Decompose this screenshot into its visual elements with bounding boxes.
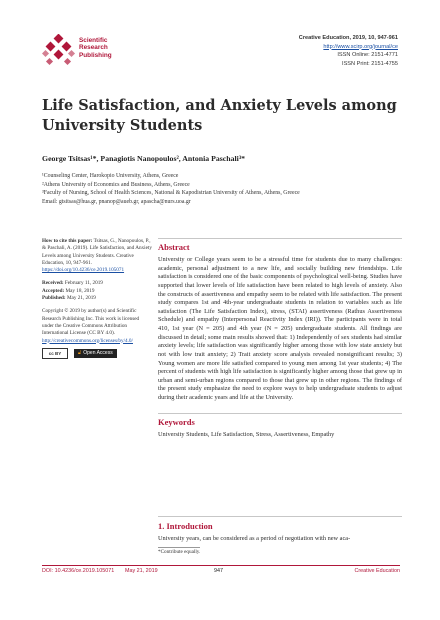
keywords-heading: Keywords bbox=[158, 413, 402, 427]
publisher-name: Scientific Research Publishing bbox=[79, 37, 112, 59]
author-list: George Tsitsas¹*, Panagiotis Nanopoulos², Antonia Paschali³* bbox=[42, 154, 246, 163]
cite-label: How to cite this paper: bbox=[42, 238, 93, 244]
license-link[interactable]: http://creativecommons.org/licenses/by/4.0/ bbox=[42, 337, 133, 344]
copyright-block bbox=[42, 308, 152, 358]
footer-doi[interactable]: DOI: 10.4236/ce.2019.105071 bbox=[42, 568, 115, 574]
abstract-section bbox=[158, 238, 402, 438]
affiliation-item: ²Athens University of Economics and Business, Athens, Greece bbox=[42, 181, 190, 188]
received-date: February 11, 2019 bbox=[64, 280, 103, 287]
affiliation-item: ¹Counseling Center, Harokopio University, Athens, Greece bbox=[42, 173, 179, 179]
license-badges bbox=[42, 348, 152, 359]
accepted-date: May 18, 2019 bbox=[65, 287, 95, 294]
issn-online: ISSN Online: 2151-4771 bbox=[337, 52, 398, 59]
introduction-text: University years, can be considered as a period of negotiation with new aca- bbox=[158, 535, 351, 542]
author-emails: Email: gtsitsas@hua.gr, pnanop@aueb.gr, apascha@nurs.uoa.gr bbox=[42, 199, 191, 206]
footnote: *Contribute equally. bbox=[158, 549, 201, 555]
accepted-label: Accepted: bbox=[42, 287, 65, 294]
journal-url-link[interactable]: http://www.scirp.org/journal/ce bbox=[323, 43, 398, 50]
open-access-badge bbox=[74, 349, 117, 358]
open-access-label: Open Access bbox=[83, 349, 113, 356]
affiliation-item: ³Faculty of Nursing, School of Health Sciences, National & Kapodistrian University of Athens, Athens, Greece bbox=[42, 190, 300, 197]
cite-doi-link[interactable]: https://doi.org/10.4236/ce.2019.105071 bbox=[42, 267, 125, 274]
cc-by-badge[interactable]: cc BY bbox=[42, 348, 68, 359]
journal-info bbox=[299, 34, 398, 68]
published-date: May 21, 2019 bbox=[66, 295, 96, 302]
scirp-logo-icon bbox=[42, 34, 76, 68]
footer-journal: Creative Education bbox=[354, 568, 400, 574]
footer-date: May 21, 2019 bbox=[125, 568, 158, 574]
footer-divider bbox=[42, 565, 400, 566]
journal-citation: Creative Education, 2019, 10, 947-961 bbox=[298, 35, 398, 41]
dates-block bbox=[42, 280, 152, 302]
citation-block bbox=[42, 238, 152, 274]
article-sidebar bbox=[42, 238, 152, 365]
introduction-heading: 1. Introduction bbox=[158, 516, 402, 531]
page-number: 947 bbox=[214, 568, 223, 574]
copyright-text: Copyright © 2019 by author(s) and Scientific Research Publishing Inc. This work is licensed under the Creative Commons Attribution International License (CC BY 4.0). bbox=[42, 308, 140, 337]
received-label: Received: bbox=[42, 280, 64, 287]
open-lock-icon: 🔓︎ bbox=[78, 349, 82, 356]
cite-text: Tsitsas, G., Nanopoulos, P., & Paschali, A. (2019). Life Satisfaction, and Anxiety Levels among University Students. Creative Education, 10, 947-961. bbox=[42, 238, 152, 266]
article-title: Life Satisfaction, and Anxiety Levels among University Students bbox=[42, 97, 397, 134]
abstract-heading: Abstract bbox=[158, 238, 402, 252]
keywords-text: University Students, Life Satisfaction, Stress, Assertiveness, Empathy bbox=[158, 430, 335, 438]
issn-print: ISSN Print: 2151-4755 bbox=[342, 60, 398, 67]
publisher-logo[interactable] bbox=[42, 34, 122, 68]
abstract-text: University or College years seem to be a stressful time for students due to many challenges: academic, personal adjustment to a new life, and socially building new friendships. Life satisfaction is considered one of the basic components of psychological well-being. Studies have supported that lower levels of life satisfaction have been related to high levels of anxiety. Also the constructs of assertiveness and empathy seem to be related with life satisfaction. The present study compares 1st and 4th-year undergraduate students in relation to variables such as life satisfaction (The Life Satisfaction Index), stress, (STAI) assertiveness (Rathus Assertiveness Schedule) and empathy (Interpersonal Reactivity Index (IRI)). The participants were in total 410, 1st year (N = 205) and 4th year (N = 205) undergraduate students. All findings are discussed in detail; some main results showed that: 1) Independently of sex students had similar anxiety levels; life satisfaction was significantly higher among those with low state anxiety but not with low trait anxiety; 2) Trait anxiety score analysis revealed nonsignificant results; 3) Young women are more life satisfied compared to young men among 1st year students; 4) The percent of students with high life satisfaction is significantly higher among those that grew up in urban and semi-urban regions compared to those that grew up in other regions. The findings of the present study emphasize the need to explore ways to help undergraduate students to adjust during their academic years and life at the University. bbox=[158, 256, 402, 401]
published-label: Published: bbox=[42, 295, 66, 302]
affiliations bbox=[42, 172, 300, 207]
